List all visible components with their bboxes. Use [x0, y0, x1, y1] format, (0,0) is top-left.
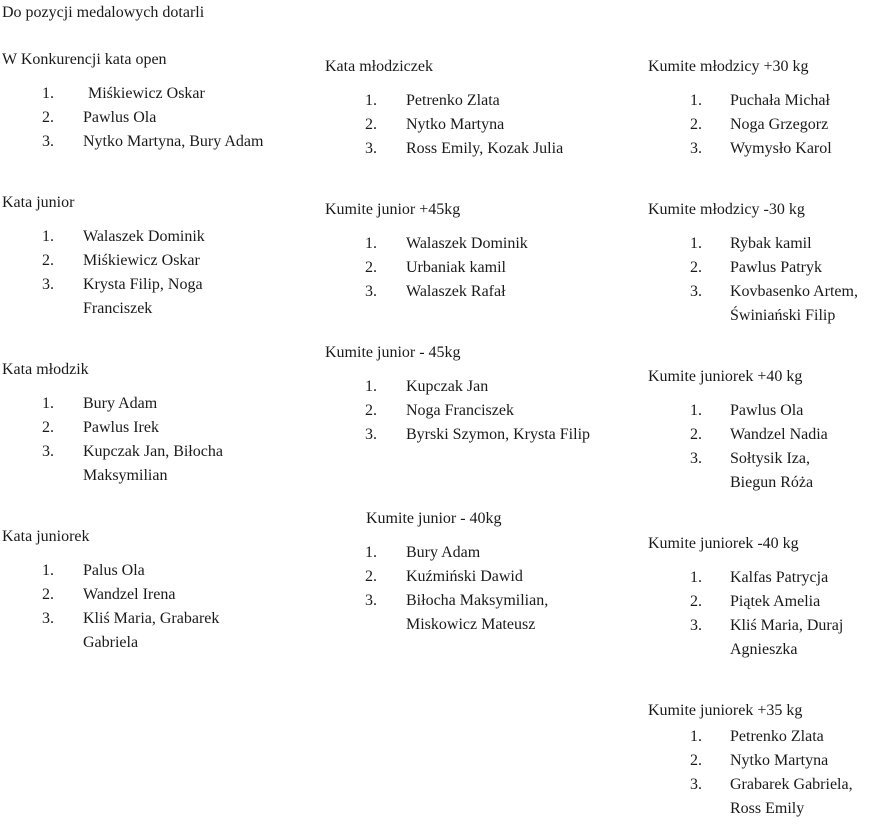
section-title: Kumite młodzicy +30 kg — [648, 58, 809, 75]
section-title: Kumite junior - 40kg — [366, 510, 502, 527]
medal-item: 3. Kovbasenko Artem, Świniański Filip — [690, 283, 858, 324]
medal-item: 3. Byrski Szymon, Krysta Filip — [365, 426, 591, 443]
section-title: Kumite junior +45kg — [325, 201, 461, 218]
section-kata-juniorek — [2, 525, 312, 655]
section-title: Kata młodzik — [2, 361, 89, 378]
medal-item: 3. Grabarek Gabriela, Ross Emily — [690, 776, 853, 817]
medal-item: 2. Noga Grzegorz — [690, 116, 829, 133]
medalist-name: Miśkiewicz Oskar — [83, 252, 200, 269]
medalist-name: Noga Franciszek — [406, 402, 514, 419]
section-title: Kumite młodzicy -30 kg — [648, 201, 805, 218]
medalist-name: Piątek Amelia — [730, 593, 821, 610]
medal-list — [648, 399, 833, 495]
section-title: Kata młodziczek — [325, 58, 433, 75]
medal-item: 2. Nytko Martyna — [365, 116, 505, 133]
medalist-name: Wandzel Irena — [83, 586, 176, 603]
medalist-name: Bury Adam — [83, 395, 158, 412]
medalist-name: Urbaniak kamil — [406, 259, 506, 276]
medal-item: 1. Bury Adam — [365, 544, 481, 561]
medalist-name: Krysta Filip, Noga Franciszek — [83, 276, 203, 317]
section-kumite-juniorek-minus40 — [648, 532, 880, 662]
medalist-name: Kupczak Jan — [406, 378, 489, 395]
medal-item: 3. Nytko Martyna, Bury Adam — [42, 133, 264, 150]
medal-item: 1. Pawlus Ola — [690, 402, 804, 419]
medal-list — [325, 232, 635, 304]
medal-item: 3. Krysta Filip, Noga Franciszek — [42, 276, 203, 317]
section-title: Kumite junior - 45kg — [325, 344, 461, 361]
medal-list — [648, 89, 880, 161]
medal-item: 3. Biłocha Maksymilian, Miskowicz Mateusz — [365, 592, 549, 633]
document-intro: Do pozycji medalowych dotarli — [2, 4, 205, 21]
medalist-name: Walaszek Dominik — [83, 228, 205, 245]
section-kumite-mlodzicy-minus30 — [648, 198, 880, 328]
medal-item: 2. Noga Franciszek — [365, 402, 514, 419]
medal-item: 2. Pawlus Irek — [42, 419, 159, 436]
medal-item: 3. Kliś Maria, Duraj Agnieszka — [690, 617, 844, 658]
medalist-name: Palus Ola — [83, 562, 145, 579]
section-kata-mlodziczek — [325, 55, 635, 161]
medal-item: 1. Walaszek Dominik — [365, 235, 528, 252]
medal-item: 3. Kliś Maria, Grabarek Gabriela — [42, 610, 220, 651]
medal-list — [2, 559, 247, 655]
medal-item: 2. Wandzel Irena — [42, 586, 176, 603]
medal-item: 2. Pawlus Patryk — [690, 259, 822, 276]
medal-item: 2. Kuźmiński Dawid — [365, 568, 523, 585]
medal-list — [648, 566, 858, 662]
medal-list — [648, 725, 876, 821]
medalist-name: Grabarek Gabriela, Ross Emily — [730, 776, 853, 817]
medal-list — [325, 375, 590, 447]
medal-item: 1. Walaszek Dominik — [42, 228, 205, 245]
section-kata-mlodzik — [2, 358, 312, 488]
medalist-name: Miśkiewicz Oskar — [88, 85, 205, 102]
medalist-name: Kupczak Jan, Biłocha Maksymilian — [83, 443, 223, 484]
medalist-name: Walaszek Dominik — [406, 235, 528, 252]
medal-item: 2. Nytko Martyna — [690, 752, 829, 769]
medalist-name: Nytko Martyna — [730, 752, 829, 769]
medalist-name: Noga Grzegorz — [730, 116, 829, 133]
medalist-name: Kalfas Patrycja — [730, 569, 829, 586]
medal-list — [648, 232, 880, 328]
medal-item: 1. Kupczak Jan — [365, 378, 489, 395]
medal-item: 2. Miśkiewicz Oskar — [42, 252, 200, 269]
medal-item: 3. Wymysło Karol — [690, 140, 832, 157]
medalist-name: Kuźmiński Dawid — [406, 568, 523, 585]
medal-item: 3. Sołtysik Iza, Biegun Róża — [690, 450, 814, 491]
medal-item: 1. Rybak kamil — [690, 235, 812, 252]
medal-list — [325, 89, 635, 161]
medalist-name: Pawlus Irek — [83, 419, 159, 436]
section-kumite-junior-minus40 — [325, 507, 635, 637]
medalist-name: Petrenko Zlata — [730, 728, 824, 745]
section-title: Kumite juniorek +40 kg — [648, 368, 803, 385]
medalist-name: Kliś Maria, Duraj Agnieszka — [730, 617, 844, 658]
medalist-name: Petrenko Zlata — [406, 92, 500, 109]
medalist-name: Rybak kamil — [730, 235, 812, 252]
section-kata-junior — [2, 191, 312, 321]
medalist-name: Nytko Martyna — [406, 116, 505, 133]
section-kumite-juniorek-plus35 — [648, 699, 880, 821]
medalist-name: Kovbasenko Artem, Świniański Filip — [730, 283, 858, 324]
medal-item: 1. Kalfas Patrycja — [690, 569, 829, 586]
section-title: Kata junior — [2, 194, 75, 211]
medal-item: 1. Bury Adam — [42, 395, 158, 412]
medalist-name: Byrski Szymon, Krysta Filip — [406, 426, 591, 443]
section-title: Kumite juniorek +35 kg — [648, 702, 803, 719]
medalist-name: Kliś Maria, Grabarek Gabriela — [83, 610, 220, 651]
medal-item: 1. Miśkiewicz Oskar — [42, 85, 205, 102]
medalist-name: Bury Adam — [406, 544, 481, 561]
medal-list — [2, 82, 312, 154]
medal-item: 2. Urbaniak kamil — [365, 259, 506, 276]
medal-list — [325, 541, 585, 637]
medalist-name: Wandzel Nadia — [730, 426, 828, 443]
medal-list — [2, 392, 252, 488]
medal-item: 1. Puchała Michał — [690, 92, 830, 109]
section-kumite-juniorek-plus40 — [648, 365, 880, 495]
section-kumite-junior-minus45 — [325, 341, 635, 447]
medalist-name: Sołtysik Iza, Biegun Róża — [730, 450, 814, 491]
medal-item: 1. Petrenko Zlata — [690, 728, 824, 745]
medalist-name: Walaszek Rafał — [406, 283, 506, 300]
medal-item: 1. Petrenko Zlata — [365, 92, 500, 109]
medal-list — [2, 225, 232, 321]
medalist-name: Pawlus Patryk — [730, 259, 822, 276]
section-kata-open — [2, 48, 312, 154]
medal-item: 1. Palus Ola — [42, 562, 145, 579]
medalist-name: Nytko Martyna, Bury Adam — [83, 133, 264, 150]
medal-item: 2. Piątek Amelia — [690, 593, 821, 610]
medalist-name: Pawlus Ola — [83, 109, 157, 126]
medal-item: 3. Walaszek Rafał — [365, 283, 506, 300]
medal-item: 3. Kupczak Jan, Biłocha Maksymilian — [42, 443, 223, 484]
section-title: W Konkurencji kata open — [2, 51, 167, 68]
medal-item: 2. Pawlus Ola — [42, 109, 157, 126]
medalist-name: Puchała Michał — [730, 92, 830, 109]
medalist-name: Pawlus Ola — [730, 402, 804, 419]
medal-item: 2. Wandzel Nadia — [690, 426, 828, 443]
section-title: Kata juniorek — [2, 528, 90, 545]
medalist-name: Wymysło Karol — [730, 140, 832, 157]
medal-item: 3. Ross Emily, Kozak Julia — [365, 140, 564, 157]
section-kumite-mlodzicy-plus30 — [648, 55, 880, 161]
medalist-name: Biłocha Maksymilian, Miskowicz Mateusz — [406, 592, 549, 633]
medalist-name: Ross Emily, Kozak Julia — [406, 140, 564, 157]
section-kumite-junior-plus45 — [325, 198, 635, 304]
section-title: Kumite juniorek -40 kg — [648, 535, 799, 552]
